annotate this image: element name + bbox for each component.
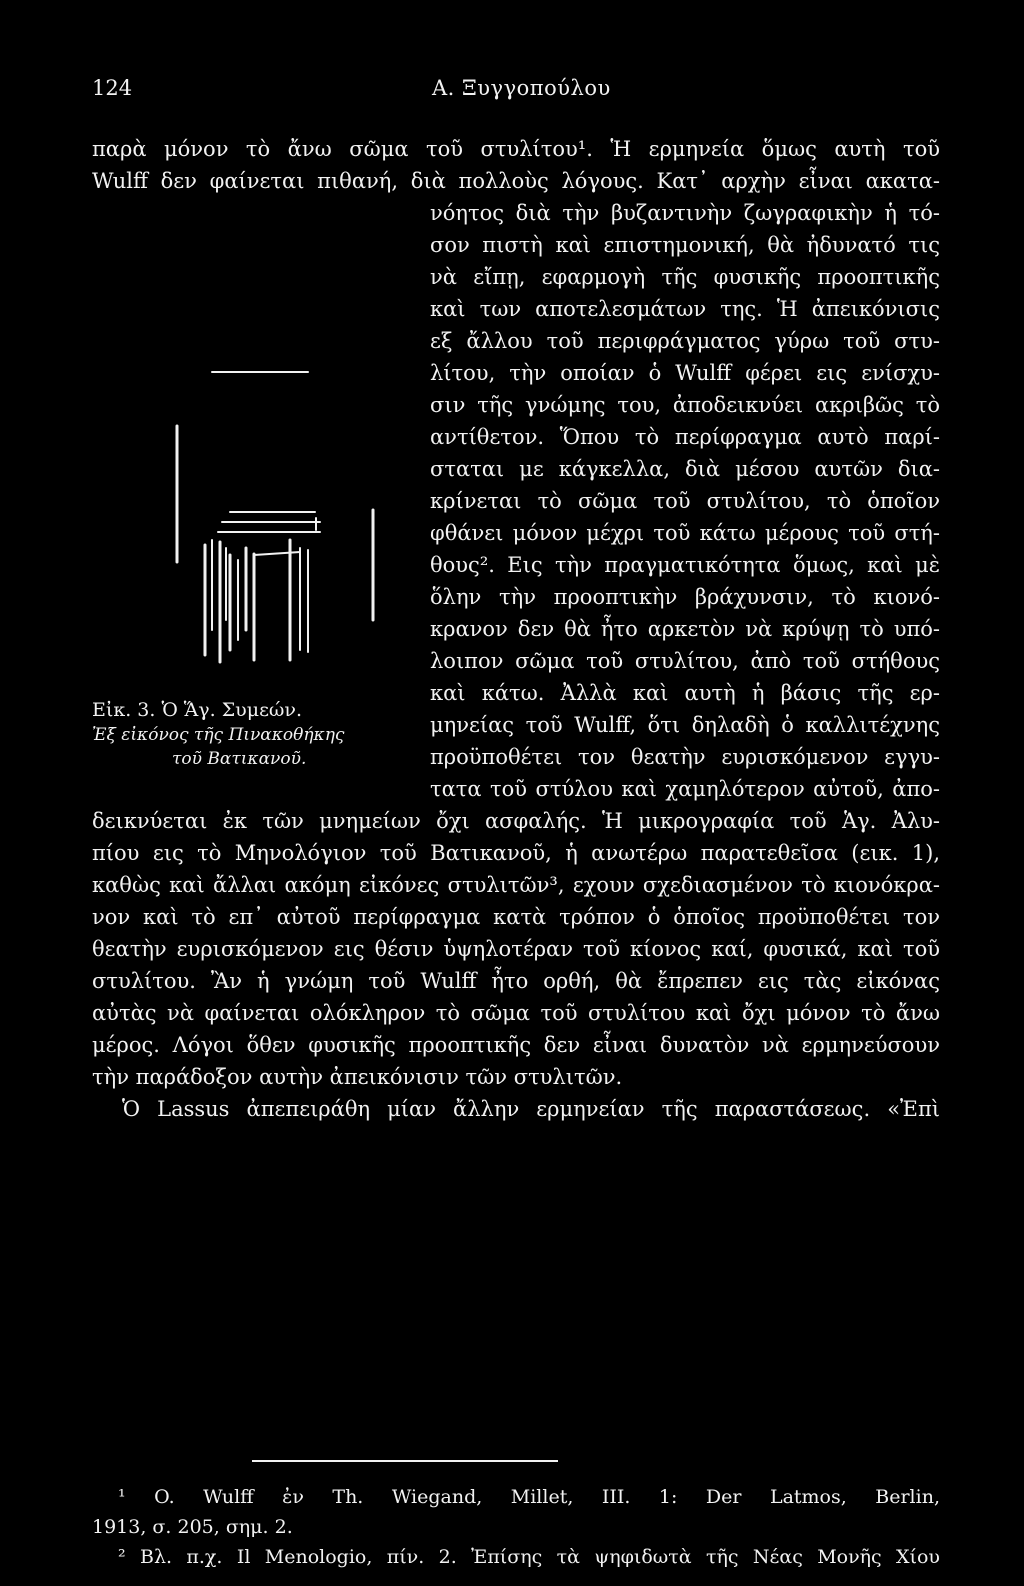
body-line: εξ ἄλλου τοῦ περιφράγματος γύρω τοῦ στυ-: [430, 329, 940, 353]
body-line: καὶ των αποτελεσμάτων της. Ἡ ἀπεικόνισις: [430, 297, 940, 321]
footnote-separator: [252, 1460, 558, 1462]
page-header: [92, 76, 932, 106]
body-line: παρὰ μόνον τὸ ἄνω σῶμα τοῦ στυλίτου¹. Ἡ ερμηνεία ὅμως αυτὴ τοῦ: [92, 137, 940, 161]
body-line: θους². Εις τὴν πραγματικότητα ὅμως, καὶ μὲ: [430, 553, 940, 577]
body-line: ὅλην τὴν προοπτικὴν βράχυνσιν, τὸ κιονό-: [430, 585, 940, 609]
figure-caption-source-cont: τοῦ Βατικανοῦ.: [172, 749, 307, 769]
figure-caption-source: Ἐξ εἰκόνος τῆς Πινακοθήκης: [92, 725, 345, 745]
body-line: πίου εις τὸ Μηνολόγιον τοῦ Βατικανοῦ, ἡ ανωτέρω παρατεθεῖσα (εικ. 1),: [92, 841, 940, 865]
body-line: λίτου, τὴν οποίαν ὁ Wulff φέρει εις ενίσχυ-: [430, 361, 940, 385]
footnote-line: ¹ O. Wulff ἐν Th. Wiegand, Millet, III. 1: Der Latmos, Berlin,: [118, 1486, 940, 1508]
body-line: σταται με κάγκελλα, διὰ μέσου αυτῶν δια-: [430, 457, 940, 481]
body-line: νον καὶ τὸ επ᾽ αὐτοῦ περίφραγμα κατὰ τρόπον ὁ ὁποῖος προϋποθέτει τον: [92, 905, 940, 929]
page-number: 124: [92, 76, 133, 100]
body-line: αντίθετον. Ὅπου τὸ περίφραγμα αυτὸ παρί-: [430, 425, 940, 449]
body-line: σον πιστὴ καὶ επιστημονική, θὰ ἠδυνατό τις: [430, 233, 940, 257]
body-line: Wulff δεν φαίνεται πιθανή, διὰ πολλοὺς λόγους. Κατ᾽ αρχὴν εἶναι ακατα-: [92, 169, 940, 193]
body-line: προϋποθέτει τον θεατὴν ευρισκόμενον εγγυ-: [430, 745, 940, 769]
body-line: νόητος διὰ τὴν βυζαντινὴν ζωγραφικὴν ἡ τό-: [430, 201, 940, 225]
body-line: κρίνεται τὸ σῶμα τοῦ στυλίτου, τὸ ὁποῖον: [430, 489, 940, 513]
running-head: Α. Ξυγγοπούλου: [432, 76, 611, 100]
body-line: Ὁ Lassus ἀπεπειράθη μίαν ἄλλην ερμηνείαν τῆς παραστάσεως. «Ἐπὶ: [122, 1097, 940, 1121]
figure-caption-title: Εἰκ. 3. Ὁ Ἅγ. Συμεών.: [92, 699, 303, 721]
body-line: κρανον δεν θὰ ἦτο αρκετὸν νὰ κρύψῃ τὸ υπό-: [430, 617, 940, 641]
body-line: τὴν παράδοξον αυτὴν ἀπεικόνισιν τῶν στυλιτῶν.: [92, 1065, 623, 1089]
body-line: θεατὴν ευρισκόμενον εις θέσιν ὑψηλοτέραν τοῦ κίονος καί, φυσικά, καὶ τοῦ: [92, 937, 940, 961]
body-line: λοιπον σῶμα τοῦ στυλίτου, ἀπὸ τοῦ στήθους: [430, 649, 940, 673]
body-line: δεικνύεται ἐκ τῶν μνημείων ὄχι ασφαλής. Ἡ μικρογραφία τοῦ Ἁγ. Ἀλυ-: [92, 809, 940, 833]
body-line: καὶ κάτω. Ἀλλὰ καὶ αυτὴ ἡ βάσις τῆς ερ-: [430, 681, 940, 705]
body-line: αὐτὰς νὰ φαίνεται ολόκληρον τὸ σῶμα τοῦ στυλίτου καὶ ὄχι μόνον τὸ ἄνω: [92, 1001, 940, 1025]
body-line: τατα τοῦ στύλου καὶ χαμηλότερον αὐτοῦ, ἀπο-: [430, 777, 940, 801]
body-line: νὰ εἴπῃ, εφαρμογὴ τῆς φυσικῆς προοπτικῆς: [430, 265, 940, 289]
stylite-column-illustration: [150, 330, 390, 710]
body-line: καθὼς καὶ ἄλλαι ακόμη εἰκόνες στυλιτῶν³, εχουν σχεδιασμένον τὸ κιονόκρα-: [92, 873, 940, 897]
figure-column-drawing: [150, 330, 390, 710]
body-line: μηνείας τοῦ Wulff, ὅτι δηλαδὴ ὁ καλλιτέχνης: [430, 713, 940, 737]
body-line: μέρος. Λόγοι ὅθεν φυσικῆς προοπτικῆς δεν εἶναι δυνατὸν νὰ ερμηνεύσουν: [92, 1033, 940, 1057]
footnote-line: 1913, σ. 205, σημ. 2.: [92, 1516, 293, 1538]
body-line: φθάνει μόνον μέχρι τοῦ κάτω μέρους τοῦ στή-: [430, 521, 940, 545]
footnote-line: ² Βλ. π.χ. Il Menologio, πίν. 2. Ἐπίσης τὰ ψηφιδωτὰ τῆς Νέας Μονῆς Χίου: [118, 1546, 940, 1568]
body-line: σιν τῆς γνώμης του, ἀποδεικνύει ακριβῶς τὸ: [430, 393, 940, 417]
body-line: στυλίτου. Ἂν ἡ γνώμη τοῦ Wulff ἦτο ορθή, θὰ ἔπρεπεν εις τὰς εἰκόνας: [92, 969, 940, 993]
